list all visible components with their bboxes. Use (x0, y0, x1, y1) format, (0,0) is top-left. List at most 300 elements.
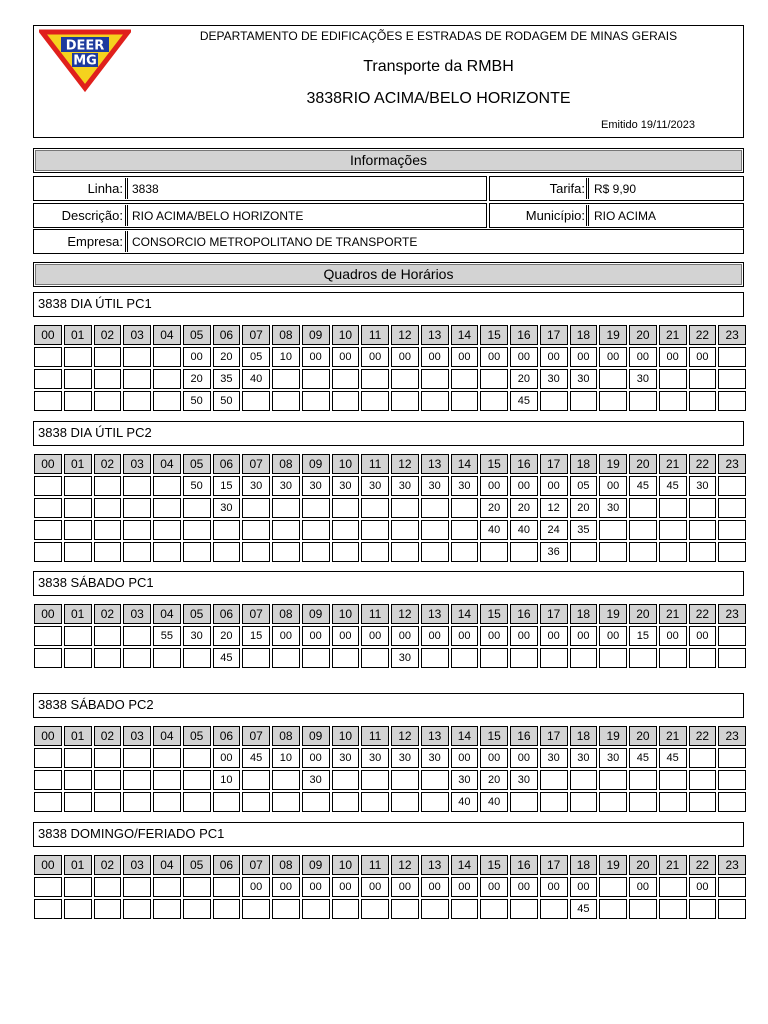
minute-cell: 20 (570, 498, 598, 518)
hour-header-cell: 10 (332, 726, 360, 746)
minute-cell: 12 (540, 498, 568, 518)
hour-header-cell: 22 (689, 604, 717, 624)
minute-cell (599, 648, 627, 668)
hour-header-cell: 21 (659, 726, 687, 746)
minute-cell (242, 792, 270, 812)
minute-cell: 30 (421, 476, 449, 496)
municipio-field (489, 203, 744, 228)
minute-cell (718, 626, 746, 646)
hour-header-cell: 15 (480, 325, 508, 345)
minute-cell (718, 877, 746, 897)
schedule-title: 3838 DOMINGO/FERIADO PC1 (33, 822, 744, 847)
minute-cell (213, 877, 241, 897)
schedule-table (33, 453, 747, 563)
hour-header-cell: 02 (94, 325, 122, 345)
minute-cell: 10 (272, 748, 300, 768)
minute-cell (302, 792, 330, 812)
minute-cell (510, 542, 538, 562)
minute-cell (34, 770, 62, 790)
minute-cell (659, 792, 687, 812)
minute-cell (451, 899, 479, 919)
minute-cell (599, 770, 627, 790)
minute-cell (153, 476, 181, 496)
minute-cell: 20 (183, 369, 211, 389)
minute-cell: 00 (272, 877, 300, 897)
page-title: Transporte da RMBH (363, 58, 514, 75)
minute-cell (361, 520, 389, 540)
minute-cell (153, 542, 181, 562)
hour-header-cell: 13 (421, 454, 449, 474)
minute-cell: 30 (361, 476, 389, 496)
minute-cell (272, 770, 300, 790)
schedule-title: 3838 DIA ÚTIL PC1 (33, 292, 744, 317)
hour-header-cell: 11 (361, 855, 389, 875)
minute-cell (242, 770, 270, 790)
minute-cell (153, 648, 181, 668)
minute-cell: 00 (689, 877, 717, 897)
minute-cell: 50 (183, 391, 211, 411)
hour-header-cell: 04 (153, 325, 181, 345)
minute-cell (183, 792, 211, 812)
minute-cell (123, 877, 151, 897)
minute-cell (302, 542, 330, 562)
minute-cell: 15 (213, 476, 241, 496)
minute-cell (361, 770, 389, 790)
minute-cell: 55 (153, 626, 181, 646)
minute-cell (153, 770, 181, 790)
minute-cell: 00 (510, 626, 538, 646)
minute-cell (570, 792, 598, 812)
minute-cell (659, 648, 687, 668)
minute-cell (64, 899, 92, 919)
hour-header-cell: 09 (302, 855, 330, 875)
minute-cell (123, 347, 151, 367)
minute-cell: 00 (302, 748, 330, 768)
minute-cell: 30 (332, 476, 360, 496)
minute-cell (451, 542, 479, 562)
minute-cell: 20 (480, 498, 508, 518)
minute-cell: 30 (302, 476, 330, 496)
minute-cell (272, 899, 300, 919)
hour-header-cell: 21 (659, 604, 687, 624)
minute-cell (361, 391, 389, 411)
minute-cell: 00 (480, 748, 508, 768)
issued-date: Emitido 19/11/2023 (601, 119, 695, 131)
minute-cell: 36 (540, 542, 568, 562)
minute-cell (332, 648, 360, 668)
minute-cell (659, 369, 687, 389)
hour-header-cell: 09 (302, 604, 330, 624)
minute-cell (421, 498, 449, 518)
minute-cell (718, 369, 746, 389)
empresa-field (33, 229, 744, 254)
hour-header-cell: 00 (34, 325, 62, 345)
minute-cell (153, 899, 181, 919)
minute-cell: 45 (629, 748, 657, 768)
minute-cell (94, 391, 122, 411)
hour-header-cell: 20 (629, 325, 657, 345)
minute-cell (361, 792, 389, 812)
minute-cell: 00 (213, 748, 241, 768)
hour-header-cell: 02 (94, 604, 122, 624)
minute-cell (629, 899, 657, 919)
linha-field (33, 176, 487, 201)
minute-cell: 00 (510, 877, 538, 897)
hour-header-cell: 21 (659, 855, 687, 875)
hour-header-cell: 12 (391, 855, 419, 875)
minute-cell: 00 (480, 877, 508, 897)
minute-cell (64, 542, 92, 562)
minute-cell: 00 (540, 347, 568, 367)
minute-cell (332, 792, 360, 812)
minute-cell (64, 877, 92, 897)
schedules-section-title: Quadros de Horários (33, 262, 744, 287)
minute-cell: 30 (451, 476, 479, 496)
minute-cell: 45 (510, 391, 538, 411)
minute-cell (689, 369, 717, 389)
minute-cell (421, 770, 449, 790)
minute-cell: 40 (510, 520, 538, 540)
minute-cell: 15 (242, 626, 270, 646)
hour-header-cell: 01 (64, 604, 92, 624)
minute-cell (421, 648, 449, 668)
minute-cell (64, 347, 92, 367)
hour-header-cell: 02 (94, 454, 122, 474)
hour-header-cell: 01 (64, 325, 92, 345)
minute-cell (659, 542, 687, 562)
minute-cell (421, 792, 449, 812)
minute-cell (123, 476, 151, 496)
minute-cell (153, 391, 181, 411)
minute-cell (599, 520, 627, 540)
minute-cell (391, 770, 419, 790)
empresa-label: Empresa: (67, 234, 123, 249)
minute-cell (272, 792, 300, 812)
minute-cell (689, 520, 717, 540)
minute-cell (570, 770, 598, 790)
hour-header-cell: 01 (64, 855, 92, 875)
minute-cell: 20 (213, 626, 241, 646)
minute-cell: 00 (689, 347, 717, 367)
minute-cell (599, 877, 627, 897)
minute-cell (302, 648, 330, 668)
minute-cell (540, 899, 568, 919)
minute-cell: 50 (213, 391, 241, 411)
minute-cell: 35 (570, 520, 598, 540)
minute-cell: 00 (332, 877, 360, 897)
hour-header-cell: 20 (629, 855, 657, 875)
minute-cell: 45 (570, 899, 598, 919)
minute-cell (510, 899, 538, 919)
minute-cell (332, 770, 360, 790)
minute-cell (94, 626, 122, 646)
minute-cell (34, 347, 62, 367)
minute-cell (183, 770, 211, 790)
minute-cell (123, 520, 151, 540)
descricao-value: RIO ACIMA/BELO HORIZONTE (132, 209, 304, 223)
minute-cell: 30 (689, 476, 717, 496)
hour-header-cell: 16 (510, 325, 538, 345)
minute-cell (302, 520, 330, 540)
minute-cell (332, 520, 360, 540)
minute-cell (391, 369, 419, 389)
minute-cell: 00 (421, 877, 449, 897)
minute-cell (629, 770, 657, 790)
hour-header-cell: 03 (123, 726, 151, 746)
minute-cell (123, 899, 151, 919)
hour-header-cell: 06 (213, 325, 241, 345)
minute-cell (361, 899, 389, 919)
minute-cell (391, 498, 419, 518)
hour-header-cell: 22 (689, 325, 717, 345)
minute-cell (183, 877, 211, 897)
minute-cell (451, 498, 479, 518)
hour-header-cell: 05 (183, 855, 211, 875)
minute-cell: 00 (570, 626, 598, 646)
hour-header-cell: 15 (480, 604, 508, 624)
minute-cell (302, 369, 330, 389)
minute-cell: 00 (391, 347, 419, 367)
hour-header-cell: 03 (123, 604, 151, 624)
minute-cell (332, 498, 360, 518)
minute-cell (213, 542, 241, 562)
minute-cell (272, 648, 300, 668)
minute-cell (94, 347, 122, 367)
minute-cell: 15 (629, 626, 657, 646)
minute-cell (718, 648, 746, 668)
minute-cell: 30 (183, 626, 211, 646)
schedule-table (33, 324, 747, 412)
minute-cell (718, 520, 746, 540)
minute-cell (480, 542, 508, 562)
minute-cell (64, 369, 92, 389)
minute-cell (599, 792, 627, 812)
minute-cell (570, 542, 598, 562)
minute-cell: 00 (689, 626, 717, 646)
schedule-table (33, 854, 747, 920)
hour-header-cell: 23 (718, 726, 746, 746)
schedule-title: 3838 SÁBADO PC1 (33, 571, 744, 596)
hour-header-cell: 14 (451, 325, 479, 345)
minute-cell (480, 899, 508, 919)
hour-header-cell: 08 (272, 325, 300, 345)
hour-header-cell: 03 (123, 855, 151, 875)
minute-cell (689, 648, 717, 668)
department-name: DEPARTAMENTO DE EDIFICAÇÕES E ESTRADAS DE RODAGEM DE MINAS GERAIS (199, 29, 678, 43)
minute-cell: 30 (391, 476, 419, 496)
logo-text-bottom: MG (73, 53, 97, 69)
hour-header-cell: 16 (510, 726, 538, 746)
hour-header-cell: 12 (391, 454, 419, 474)
minute-cell: 00 (510, 476, 538, 496)
hour-header-cell: 04 (153, 726, 181, 746)
hour-header-cell: 00 (34, 855, 62, 875)
minute-cell (302, 498, 330, 518)
minute-cell (242, 542, 270, 562)
minute-cell (123, 792, 151, 812)
minute-cell: 30 (391, 648, 419, 668)
minute-cell: 40 (451, 792, 479, 812)
hour-header-cell: 12 (391, 325, 419, 345)
hour-header-cell: 18 (570, 855, 598, 875)
minute-cell: 40 (242, 369, 270, 389)
minute-cell: 40 (480, 792, 508, 812)
minute-cell (34, 369, 62, 389)
hour-header-cell: 14 (451, 454, 479, 474)
hour-header-cell: 14 (451, 726, 479, 746)
minute-cell (34, 648, 62, 668)
minute-cell: 20 (213, 347, 241, 367)
hour-header-cell: 11 (361, 604, 389, 624)
hour-header-cell: 03 (123, 454, 151, 474)
minute-cell (123, 648, 151, 668)
hour-header-cell: 16 (510, 454, 538, 474)
minute-cell (629, 391, 657, 411)
minute-cell (123, 770, 151, 790)
minute-cell: 20 (510, 498, 538, 518)
hour-header-cell: 02 (94, 855, 122, 875)
minute-cell (718, 347, 746, 367)
hour-header-cell: 08 (272, 855, 300, 875)
minute-cell (94, 542, 122, 562)
minute-cell: 00 (421, 626, 449, 646)
minute-cell (94, 748, 122, 768)
minute-cell (64, 520, 92, 540)
hour-header-cell: 19 (599, 726, 627, 746)
minute-cell: 00 (599, 626, 627, 646)
hour-header-cell: 13 (421, 604, 449, 624)
minute-cell: 20 (480, 770, 508, 790)
minute-cell: 30 (599, 498, 627, 518)
minute-cell: 00 (540, 476, 568, 496)
minute-cell: 00 (242, 877, 270, 897)
minute-cell (421, 369, 449, 389)
municipio-label: Município: (525, 208, 585, 223)
hour-header-cell: 18 (570, 325, 598, 345)
hour-header-cell: 08 (272, 726, 300, 746)
hour-header-cell: 10 (332, 454, 360, 474)
minute-cell (153, 792, 181, 812)
hour-header-cell: 15 (480, 726, 508, 746)
minute-cell: 00 (391, 626, 419, 646)
hour-header-cell: 12 (391, 604, 419, 624)
minute-cell (272, 391, 300, 411)
minute-cell: 05 (570, 476, 598, 496)
hour-header-cell: 21 (659, 325, 687, 345)
minute-cell (242, 899, 270, 919)
minute-cell (332, 542, 360, 562)
minute-cell (183, 520, 211, 540)
minute-cell (659, 520, 687, 540)
hour-header-cell: 18 (570, 454, 598, 474)
minute-cell: 00 (302, 877, 330, 897)
hour-header-cell: 16 (510, 855, 538, 875)
minute-cell (689, 770, 717, 790)
minute-cell: 00 (629, 347, 657, 367)
minute-cell (34, 748, 62, 768)
hour-header-cell: 15 (480, 454, 508, 474)
minute-cell (153, 877, 181, 897)
minute-cell (629, 792, 657, 812)
info-section-title: Informações (33, 148, 744, 173)
minute-cell: 00 (421, 347, 449, 367)
minute-cell (718, 476, 746, 496)
minute-cell (510, 648, 538, 668)
minute-cell (689, 391, 717, 411)
hour-header-cell: 10 (332, 855, 360, 875)
descricao-field (33, 203, 487, 228)
minute-cell (94, 476, 122, 496)
tarifa-value: R$ 9,90 (594, 182, 637, 196)
hour-header-cell: 04 (153, 604, 181, 624)
hour-header-cell: 06 (213, 726, 241, 746)
hour-header-cell: 08 (272, 454, 300, 474)
minute-cell (302, 391, 330, 411)
tarifa-field (489, 176, 744, 201)
minute-cell (421, 391, 449, 411)
hour-header-cell: 07 (242, 855, 270, 875)
minute-cell (629, 648, 657, 668)
hour-header-cell: 07 (242, 325, 270, 345)
minute-cell (510, 792, 538, 812)
minute-cell (391, 520, 419, 540)
minute-cell: 00 (480, 626, 508, 646)
minute-cell (599, 899, 627, 919)
minute-cell (64, 770, 92, 790)
minute-cell (94, 520, 122, 540)
minute-cell (391, 899, 419, 919)
minute-cell: 20 (510, 369, 538, 389)
minute-cell (242, 391, 270, 411)
minute-cell (540, 792, 568, 812)
hour-header-cell: 22 (689, 855, 717, 875)
minute-cell (718, 748, 746, 768)
deer-mg-logo (39, 29, 131, 93)
hour-header-cell: 03 (123, 325, 151, 345)
minute-cell: 00 (451, 347, 479, 367)
minute-cell: 50 (183, 476, 211, 496)
hour-header-cell: 14 (451, 855, 479, 875)
hour-header-cell: 20 (629, 454, 657, 474)
minute-cell: 00 (302, 347, 330, 367)
minute-cell: 30 (451, 770, 479, 790)
hour-header-cell: 05 (183, 454, 211, 474)
minute-cell: 00 (451, 626, 479, 646)
minute-cell: 00 (451, 877, 479, 897)
hour-header-cell: 13 (421, 325, 449, 345)
hour-header-cell: 06 (213, 855, 241, 875)
minute-cell (123, 542, 151, 562)
minute-cell (659, 391, 687, 411)
minute-cell (689, 498, 717, 518)
minute-cell (153, 498, 181, 518)
minute-cell (34, 792, 62, 812)
minute-cell (153, 369, 181, 389)
minute-cell (718, 391, 746, 411)
minute-cell (629, 498, 657, 518)
hour-header-cell: 05 (183, 325, 211, 345)
municipio-value: RIO ACIMA (594, 209, 657, 223)
minute-cell: 30 (302, 770, 330, 790)
linha-value: 3838 (132, 182, 159, 196)
minute-cell (659, 877, 687, 897)
minute-cell (361, 648, 389, 668)
minute-cell: 30 (332, 748, 360, 768)
minute-cell (361, 542, 389, 562)
minute-cell (213, 792, 241, 812)
minute-cell (599, 391, 627, 411)
minute-cell (451, 648, 479, 668)
